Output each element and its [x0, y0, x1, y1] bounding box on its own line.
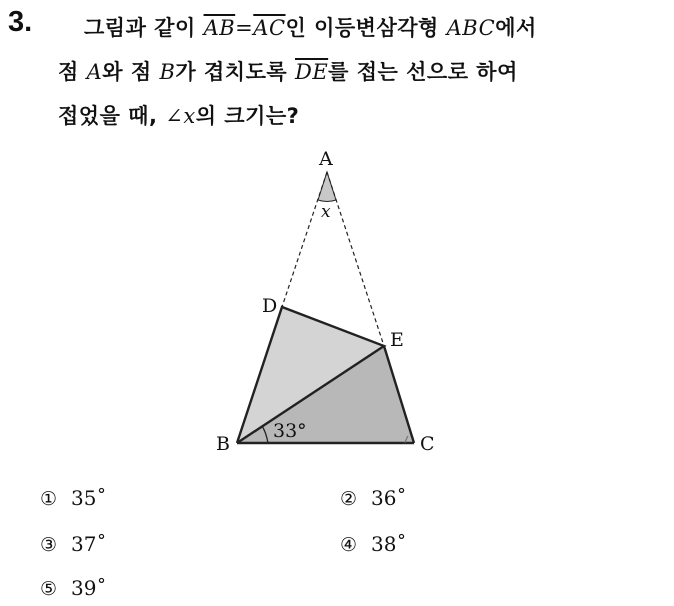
dashed-side-ad	[282, 172, 327, 307]
choice-mark: ③	[40, 534, 58, 556]
choice-1[interactable]	[40, 486, 107, 510]
choice-mark: ④	[340, 534, 358, 556]
question-text: 점	[58, 60, 87, 84]
label-a: A	[319, 148, 333, 170]
label-b: B	[216, 433, 230, 455]
choice-3[interactable]	[40, 532, 107, 556]
point-a: A	[86, 60, 103, 84]
segment-de: $\overline{DE}$	[294, 60, 329, 84]
question-text: 가 겹치도록	[175, 60, 295, 84]
question-text: 접었을 때,	[58, 104, 166, 128]
choice-mark: ⑤	[40, 578, 58, 600]
question-text: 그림과 같이	[84, 16, 204, 40]
question-number: 3.	[8, 6, 33, 38]
segment-ac: $\overline{AC}$	[253, 16, 286, 40]
angle-symbol: ∠	[165, 104, 184, 128]
variable-x: x	[183, 104, 196, 128]
choice-text: 35˚	[71, 486, 107, 510]
choice-text: 38˚	[371, 532, 407, 556]
question-text: 인 이등변삼각형	[285, 16, 447, 40]
question-text: 와 점	[102, 60, 160, 84]
choice-mark: ②	[340, 488, 358, 510]
question-text: 를 접는 선으로 하여	[328, 60, 518, 84]
choice-4[interactable]	[340, 532, 407, 556]
choice-text: 37˚	[71, 532, 107, 556]
question-text: 에서	[495, 16, 537, 40]
apex-angle-mark	[318, 172, 336, 202]
label-e: E	[390, 329, 404, 351]
choice-2[interactable]	[340, 486, 407, 510]
triangle-name: ABC	[446, 16, 496, 40]
question-text: 의 크기는?	[195, 104, 300, 128]
choice-5[interactable]	[40, 576, 107, 600]
equals-sign: =	[235, 16, 254, 40]
angle-x-label: x	[321, 202, 331, 222]
angle-b-label: 33°	[273, 420, 307, 442]
choice-text: 36˚	[371, 486, 407, 510]
label-d: D	[262, 295, 278, 317]
choice-mark: ①	[40, 488, 58, 510]
choice-text: 39˚	[71, 576, 107, 600]
segment-ab: $\overline{AB}$	[203, 16, 236, 40]
label-c: C	[420, 433, 435, 455]
point-b: B	[159, 60, 176, 84]
